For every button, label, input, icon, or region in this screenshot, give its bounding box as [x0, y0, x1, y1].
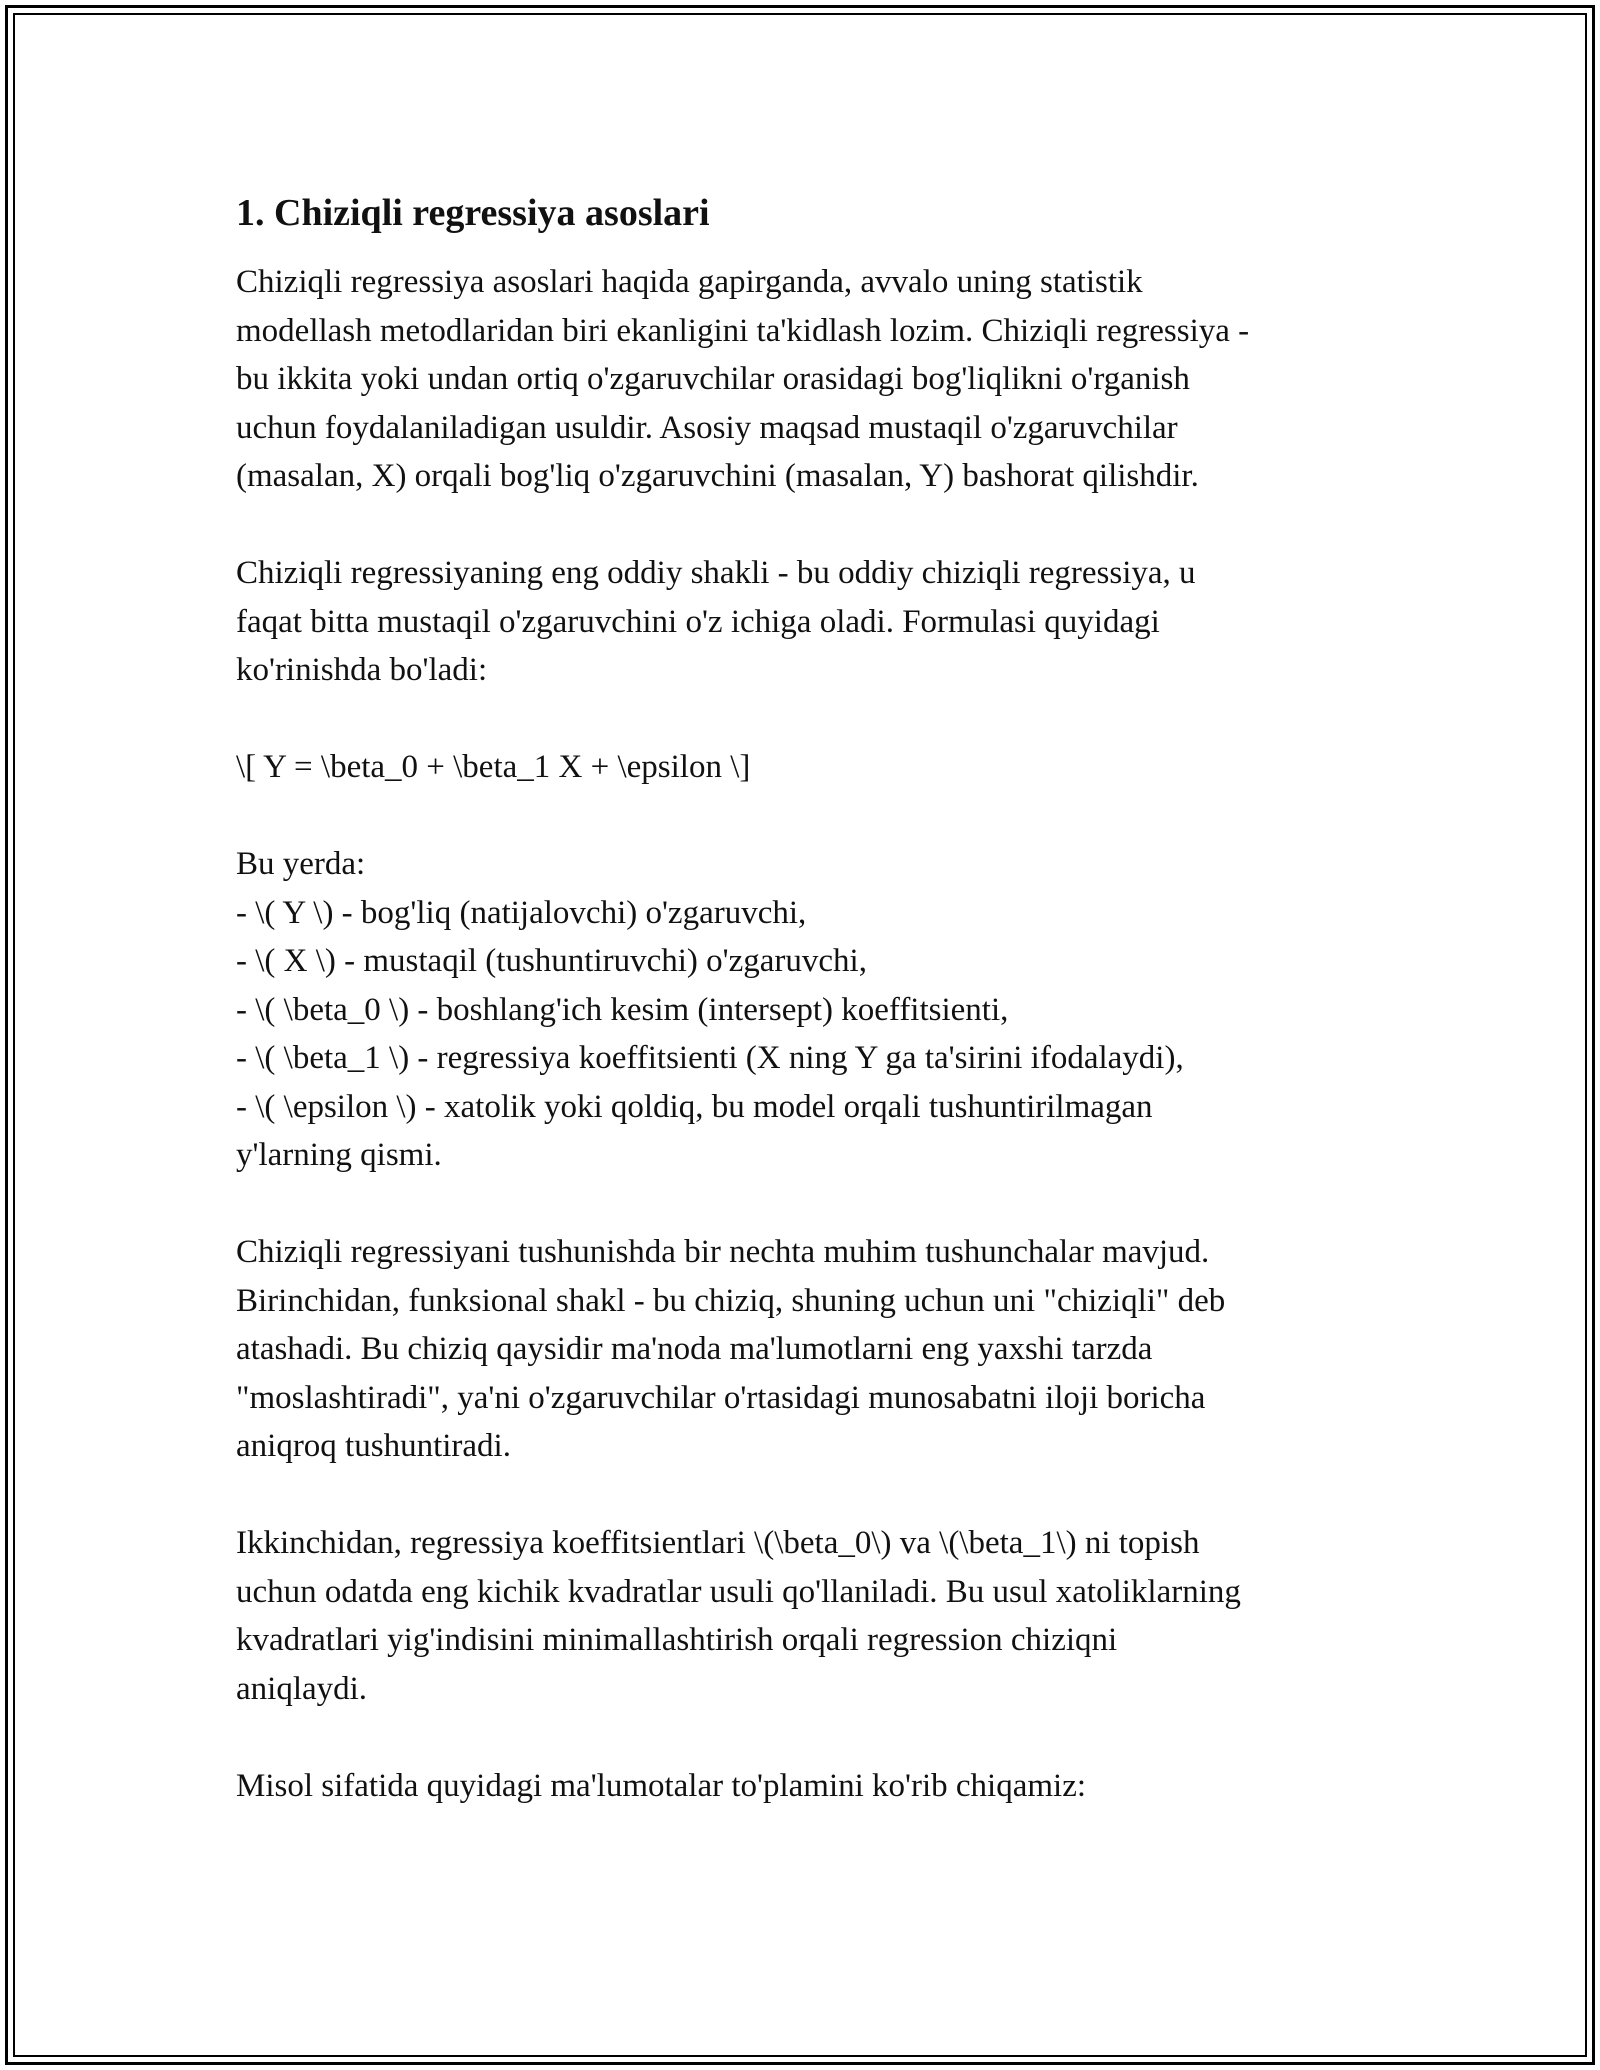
variable-definitions-list: Bu yerda: - \( Y \) - bog'liq (natijalovchi) o'zgaruvchi, - \( X \) - mustaqil (tushuntiruvchi) o'zgaruvchi, - \( \beta_0 \) - boshlang'ich kesim (intersept) koeffitsienti, - \( \beta_1 \) - regressiya koeffitsienti (X ning Y ga ta'sirini ifodalaydi), - \( \epsilon \) - xatolik yoki qoldiq, bu model orqali tushuntirilmagan y'larning qismi.	[236, 846, 1184, 1173]
paragraph-gap	[236, 792, 1386, 841]
paragraph-gap	[236, 501, 1386, 550]
paragraph-gap	[236, 1713, 1386, 1762]
paragraph-gap	[236, 1180, 1386, 1229]
paragraph-least-squares: Ikkinchidan, regressiya koeffitsientlari \(\beta_0\) va \(\beta_1\) ni topish uchun odatda eng kichik kvadratlar usuli qo'llaniladi. Bu usul xatoliklarning kvadratlari yig'indisini minimallashtirish orqali regression chiziqni aniqlaydi.	[236, 1525, 1241, 1707]
paragraph-example-intro: Misol sifatida quyidagi ma'lumotalar to'plamini ko'rib chiqamiz:	[236, 1767, 1087, 1804]
paragraph-gap	[236, 1471, 1386, 1520]
formula-line: \[ Y = \beta_0 + \beta_1 X + \epsilon \]	[236, 749, 751, 785]
paragraph-simple-regression: Chiziqli regressiyaning eng oddiy shakli - bu oddiy chiziqli regressiya, u faqat bitta mustaqil o'zgaruvchini o'z ichiga oladi. Formulasi quyidagi ko'rinishda bo'ladi:	[236, 555, 1196, 688]
paragraph-key-concepts: Chiziqli regressiyani tushunishda bir nechta muhim tushunchalar mavjud. Birinchidan, funksional shakl - bu chiziq, shuning uchun uni "chiziqli" deb atashadi. Bu chiziq qaysidir ma'noda ma'lumotlarni eng yaxshi tarzda "moslashtiradi", ya'ni o'zgaruvchilar o'rtasidagi munosabatni iloji boricha aniqroq tushuntiradi.	[236, 1234, 1226, 1464]
section-heading: 1. Chiziqli regressiya asoslari	[236, 192, 710, 234]
paragraph-gap	[236, 695, 1386, 744]
paragraph-intro: Chiziqli regressiya asoslari haqida gapirganda, avvalo uning statistik modellash metodlaridan biri ekanligini ta'kidlash lozim. Chiziqli regressiya - bu ikkita yoki undan ortiq o'zgaruvchilar orasidagi bog'liqlikni o'rganish uchun foydalaniladigan usuldir. Asosiy maqsad mustaqil o'zgaruvchilar (masalan, X) orqali bog'liq o'zgaruvchini (masalan, Y) bashorat qilishdir.	[236, 264, 1250, 494]
document-body	[236, 186, 1386, 1810]
